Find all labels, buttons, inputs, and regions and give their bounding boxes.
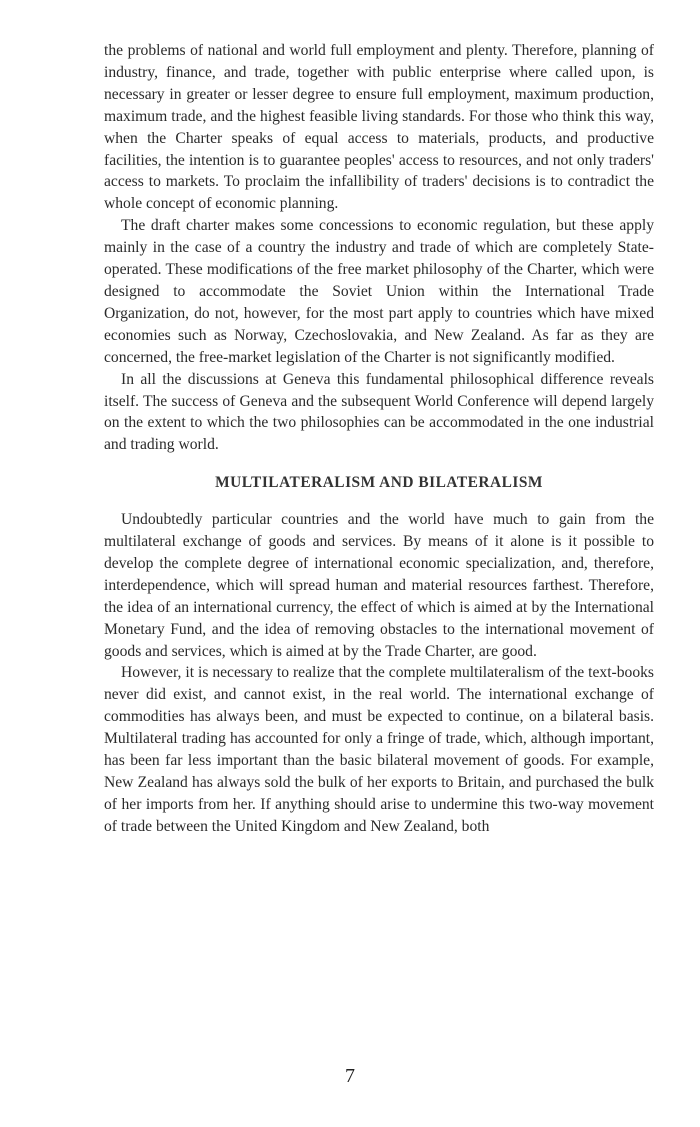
paragraph-geneva: In all the discussions at Geneva this fundamental philosophical difference reveals itself. The success of Geneva and the subsequent World Conference will depend largely on the extent to which the two philosophies can be accommodated in the one industrial and trading world.: [104, 370, 654, 454]
page-number: 7: [345, 1065, 355, 1087]
paragraph-bilateral-basis: However, it is necessary to realize that the complete multilateralism of the text-books never did exist, and cannot exist, in the real world. The international exchange of commodities has always been, and must be expected to continue, on a bilateral basis. Multilateral trading has accounted for only a fringe of trade, which, although important, has been far less important than the basic bilateral movement of goods. For example, New Zealand has always sold the bulk of her exports to Britain, and purchased the bulk of her imports from her. If anything should arise to undermine this two-way movement of trade between the United Kingdom and New Zealand, both: [104, 664, 654, 835]
paragraph-planning: the problems of national and world full employment and plenty. Therefore, planning of industry, finance, and trade, together with public enterprise where called upon, is necessary in greater or lesser degree to ensure full employment, maximum production, maximum trade, and the highest feasible living standards. For those who think this way, when the Charter speaks of equal access to materials, products, and productive facilities, the intention is to guarantee peoples' access to resources, and not only traders' access to markets. To proclaim the infallibility of traders' decisions is to contradict the whole concept of economic planning.: [104, 42, 654, 213]
section-heading: MULTILATERALISM AND BILATERALISM: [215, 474, 543, 492]
paragraph-draft-charter: The draft charter makes some concessions to economic regulation, but these apply mainly in the case of a country the industry and trade of which are completely State-operated. These modifications of the free market philosophy of the Charter, which were designed to accommodate the Soviet Union within the International Trade Organization, do not, however, for the most part apply to countries which have mixed economies such as Norway, Czechoslovakia, and New Zealand. As far as they are concerned, the free-market legislation of the Charter is not significantly modified.: [104, 217, 654, 366]
paragraph-multilateral-exchange: Undoubtedly particular countries and the world have much to gain from the multilateral exchange of goods and services. By means of it alone is it possible to develop the complete degree of international economic specialization, and, therefore, interdependence, which will spread human and material resources farthest. Therefore, the idea of an international currency, the effect of which is aimed at by the International Monetary Fund, and the idea of removing obstacles to the international movement of goods and services, which is aimed at by the Trade Charter, are good.: [104, 511, 654, 660]
page-body: [104, 40, 654, 838]
